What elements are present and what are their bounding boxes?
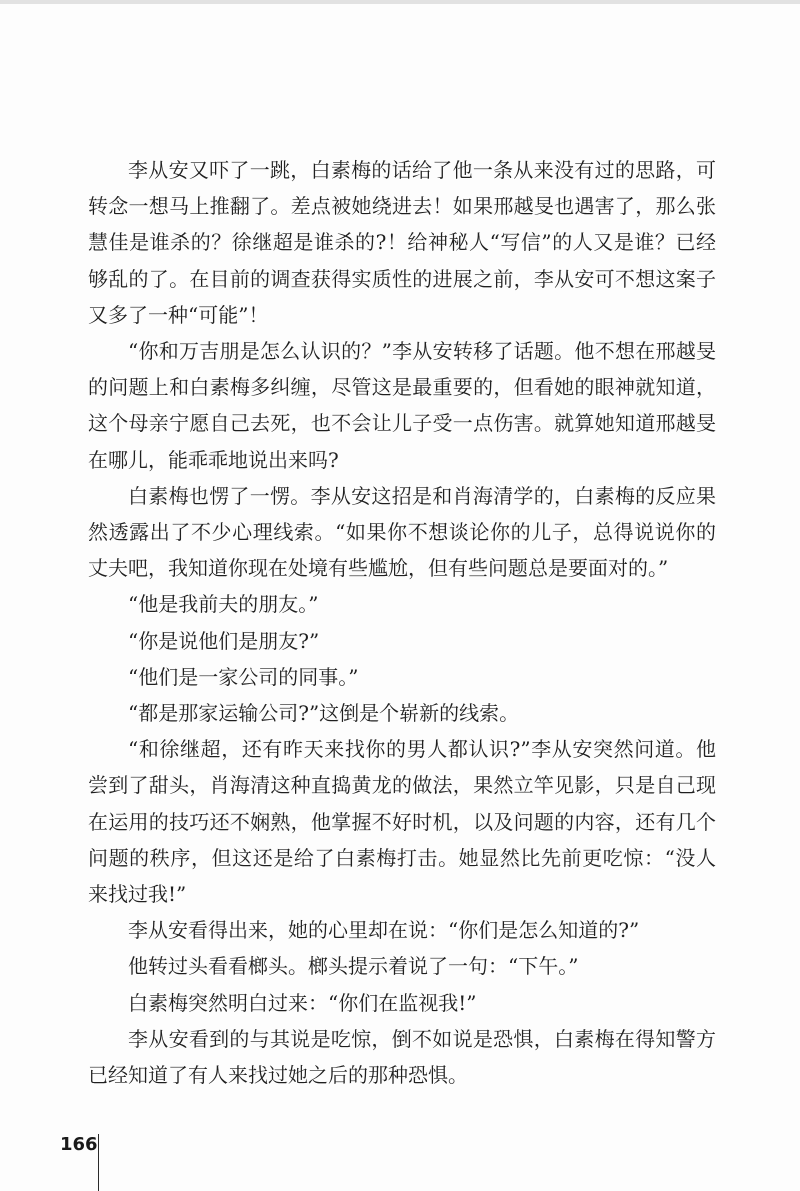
paragraph: 白素梅突然明白过来：“你们在监视我!” [128,990,477,1015]
paragraph: 白素梅也愣了一愣。李从安这招是和肖海清学的，白素梅的反应果然透露出了不少心理线索。“如果你不想谈论你的儿子，总得说说你的丈夫吧，我知道你现在处境有些尴尬，但有些问题总是要面对的。” [88,483,716,581]
paragraph: “都是那家运输公司?”这倒是个崭新的线索。 [128,701,520,726]
paragraph: 李从安又吓了一跳，白素梅的话给了他一条从来没有过的思路，可转念一想马上推翻了。差点被她绕进去！如果邢越旻也遇害了，那么张慧佳是谁杀的？徐继超是谁杀的?！给神秘人“写信”的人又是谁？已经够乱的了。在目前的调查获得实质性的进展之前，李从安可不想这案子又多了一种“可能”！ [88,158,716,327]
paragraph: “你是说他们是朋友?” [128,628,320,653]
paragraph: 他转过头看看榔头。榔头提示着说了一句：“下午。” [128,954,579,979]
paragraph: 李从安看得出来，她的心里却在说：“你们是怎么知道的?” [128,918,640,943]
paragraph: “你和万吉朋是怎么认识的？”李从安转移了话题。他不想在邢越旻的问题上和白素梅多纠缠，尽管这是最重要的，但看她的眼神就知道，这个母亲宁愿自己去死，也不会让儿子受一点伤害。就算她知道邢越旻在哪儿，能乖乖地说出来吗? [88,339,716,472]
body-text [88,152,716,1093]
paragraph: “他是我前夫的朋友。” [128,592,319,617]
paragraph: “和徐继超，还有昨天来找你的男人都认识?”李从安突然问道。他尝到了甜头，肖海清这种直捣黄龙的做法，果然立竿见影，只是自己现在运用的技巧还不娴熟，他掌握不好时机，以及问题的内容，还有几个问题的秩序，但这还是给了白素梅打击。她显然比先前更吃惊：“没人来找过我!” [88,737,716,907]
paragraph: “他们是一家公司的同事。” [128,664,359,689]
top-edge [0,0,800,4]
footer-divider [98,1134,99,1191]
page-number: 166 [60,1134,98,1155]
paragraph: 李从安看到的与其说是吃惊，倒不如说是恐惧，白素梅在得知警方已经知道了有人来找过她之后的那种恐惧。 [88,1026,716,1088]
